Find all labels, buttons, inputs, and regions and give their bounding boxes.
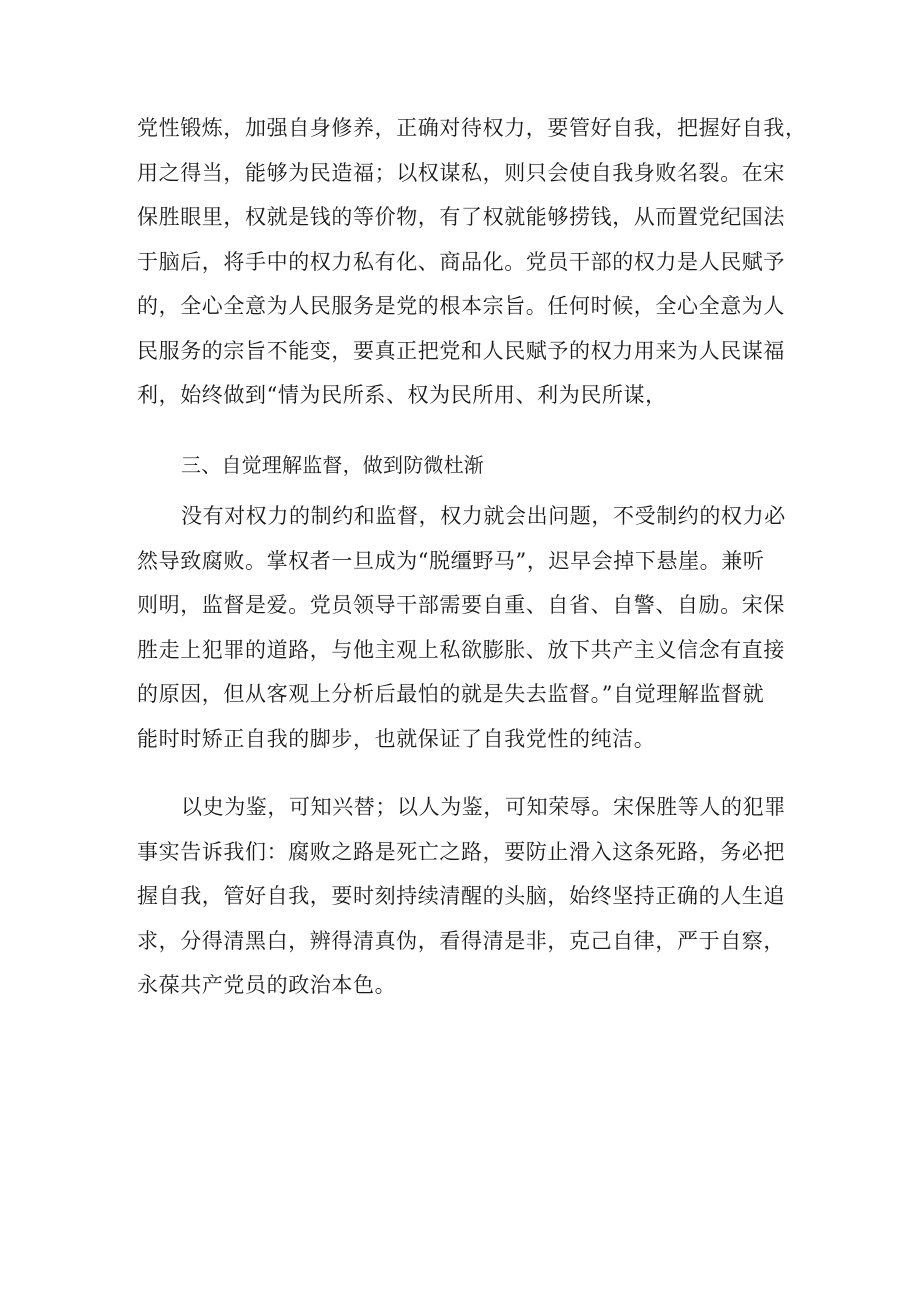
text-line: 没有对权力的制约和监督，权力就会出问题，不受制约的权力必 [181, 504, 786, 528]
text-line: 的，全心全意为人民服务是党的根本宗旨。任何时候，全心全意为人 [137, 294, 785, 318]
paragraph-2 [137, 494, 797, 761]
text-line: 的原因，但从客观上分析后最怕的就是失去监督。”自觉理解监督就 [137, 682, 765, 706]
text-line: 然导致腐败。掌权者一旦成为“脱缰野马”，迟早会掉下悬崖。兼听 [137, 548, 765, 573]
text-line: 能时时矫正自我的脚步，也就保证了自我党性的纯洁。 [137, 726, 656, 751]
text-line: 胜走上犯罪的道路，与他主观上私欲膨胀、放下共产主义信念有直接 [137, 637, 785, 662]
text-line: 党性锻炼，加强自身修养，正确对待权力，要管好自我，把握好自我， [137, 116, 807, 140]
section-3-heading: 三、自觉理解监督，做到防微杜渐 [181, 453, 484, 477]
text-line: 求，分得清黑白，辨得清真伪，看得清是非，克己自律，严于自察， [137, 928, 785, 953]
text-line: 用之得当，能够为民造福；以权谋私，则只会使自我身败名裂。在宋 [137, 160, 785, 185]
text-line: 事实告诉我们：腐败之路是死亡之路，要防止滑入这条死路，务必把 [137, 839, 785, 864]
text-line: 保胜眼里，权就是钱的等价物，有了权就能够捞钱，从而置党纪国法 [137, 205, 785, 229]
text-line: 于脑后，将手中的权力私有化、商品化。党员干部的权力是人民赋予 [137, 249, 785, 274]
text-line: 利，始终做到“情为民所系、权为民所用、利为民所谋， [137, 383, 667, 407]
text-line: 以史为鉴，可知兴替；以人为鉴，可知荣辱。宋保胜等人的犯罪 [181, 795, 786, 819]
section-heading [137, 443, 797, 488]
paragraph-1 [137, 106, 807, 418]
text-line: 永葆共产党员的政治本色。 [137, 973, 397, 997]
text-line: 则明，监督是爱。党员领导干部需要自重、自省、自警、自励。宋保 [137, 593, 785, 617]
text-line: 握自我，管好自我，要时刻持续清醒的头脑，始终坚持正确的人生追 [137, 884, 785, 908]
paragraph-3 [137, 785, 797, 1008]
text-line: 民服务的宗旨不能变，要真正把党和人民赋予的权力用来为人民谋福 [137, 338, 785, 363]
